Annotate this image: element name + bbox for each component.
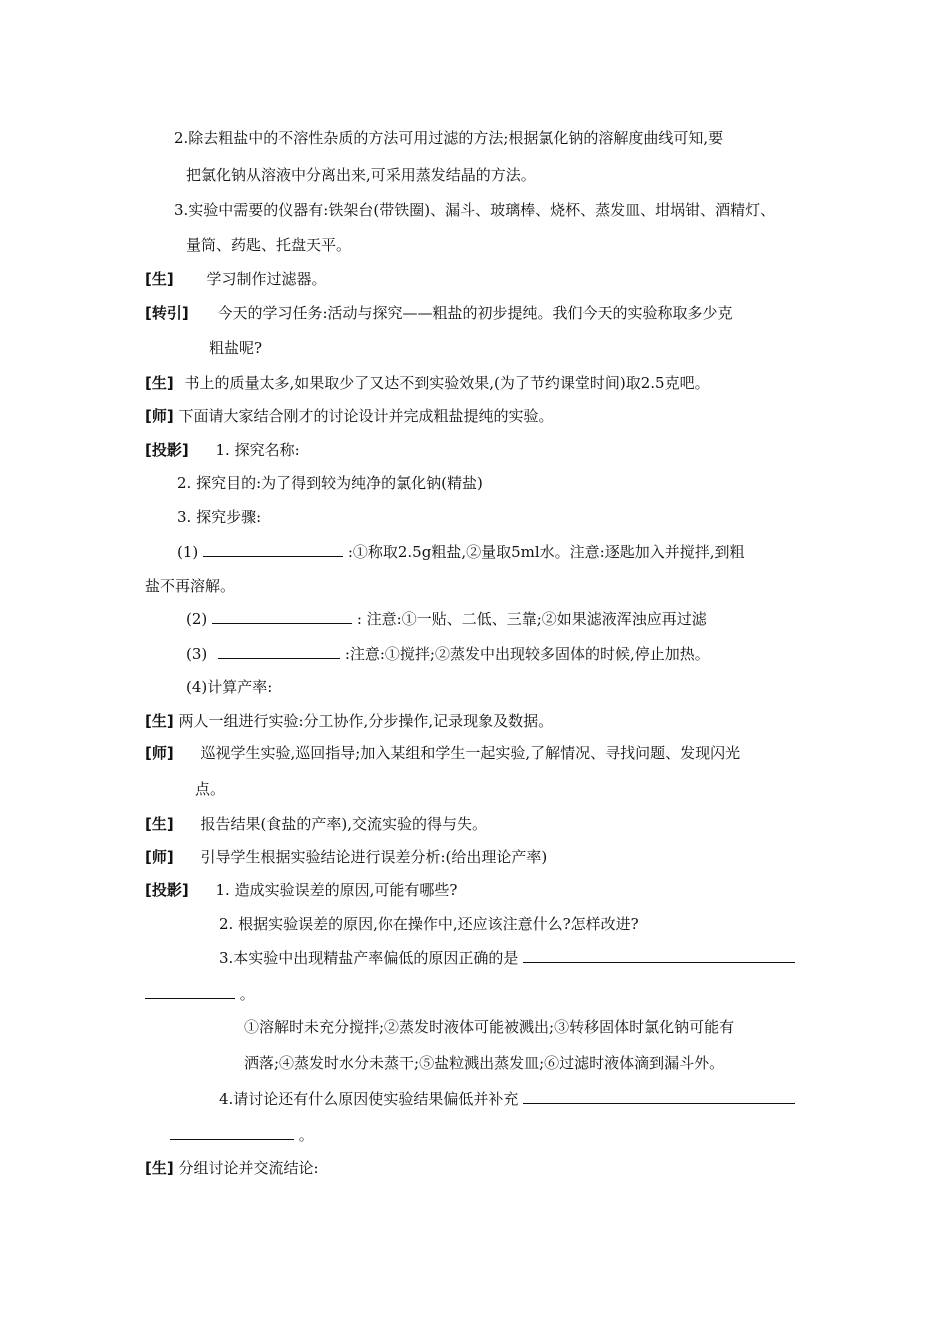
speech-text: 今天的学习任务:活动与探究——粗盐的初步提纯。我们今天的实验称取多少克 <box>217 304 733 322</box>
text-line: 点。 <box>195 780 226 798</box>
text-line: 2.除去粗盐中的不溶性杂质的方法可用过滤的方法;根据氯化钠的溶解度曲线可知,要 <box>174 129 724 147</box>
step-text: :注意:①搅拌;②蒸发中出现较多固体的时候,停止加热。 <box>344 645 710 663</box>
speech-text: 巡视学生实验,巡回指导;加入某组和学生一起实验,了解情况、寻找问题、发现闪光 <box>200 744 741 762</box>
speaker-tag: [生] <box>145 374 174 392</box>
dialogue-student <box>145 711 553 731</box>
speech-text: 两人一组进行实验:分工协作,分步操作,记录现象及数据。 <box>178 712 554 730</box>
dialogue-transition <box>145 303 733 323</box>
text-line: 盐不再溶解。 <box>145 577 236 595</box>
text-line: (4)计算产率: <box>186 678 273 696</box>
speech-text: 分组讨论并交流结论: <box>178 1159 319 1177</box>
speaker-tag: [师] <box>145 848 174 866</box>
text-line: 3.实验中需要的仪器有:铁架台(带铁圈)、漏斗、玻璃棒、烧杯、蒸发皿、坩埚钳、酒精灯、 <box>174 201 776 219</box>
answer-blank[interactable] <box>218 644 340 659</box>
answer-blank[interactable] <box>203 542 343 557</box>
step-line <box>186 644 710 664</box>
speech-text: 书上的质量太多,如果取少了又达不到实验效果,(为了节约课堂时间)取2.5克吧。 <box>184 374 710 392</box>
speech-text: 1. 造成实验误差的原因,可能有哪些? <box>215 881 458 899</box>
question-line-end <box>170 1125 314 1145</box>
text-line: 把氯化钠从溶液中分离出来,可采用蒸发结晶的方法。 <box>186 166 536 184</box>
step-number: (3) <box>186 645 208 663</box>
speaker-tag: [生] <box>145 1159 174 1177</box>
speaker-tag: [生] <box>145 712 174 730</box>
step-number: (1) <box>177 543 199 561</box>
answer-blank[interactable] <box>170 1125 294 1140</box>
answer-blank[interactable] <box>523 1089 795 1104</box>
dialogue-projection <box>145 440 300 460</box>
dialogue-teacher <box>145 406 554 426</box>
step-line <box>177 542 744 562</box>
dialogue-student <box>145 1158 319 1178</box>
speaker-tag: [生] <box>145 270 174 288</box>
text-line: 3. 探究步骤: <box>177 508 262 526</box>
speech-text: 学习制作过滤器。 <box>206 270 327 288</box>
answer-blank[interactable] <box>212 609 352 624</box>
step-text: : 注意:①一贴、二低、三靠;②如果滤液浑浊应再过滤 <box>356 610 707 628</box>
speaker-tag: [投影] <box>145 881 189 899</box>
question-text: 4.请讨论还有什么原因使实验结果偏低并补充 <box>219 1090 519 1108</box>
text-line: 量筒、药匙、托盘天平。 <box>186 236 352 254</box>
step-text: :①称取2.5g粗盐,②量取5ml水。注意:逐匙加入并搅拌,到粗 <box>347 543 745 561</box>
dialogue-student <box>145 269 327 289</box>
speech-text: 引导学生根据实验结论进行误差分析:(给出理论产率) <box>200 848 548 866</box>
speaker-tag: [转引] <box>145 304 189 322</box>
option-line: ①溶解时未充分搅拌;②蒸发时液体可能被溅出;③转移固体时氯化钠可能有 <box>244 1018 735 1036</box>
speaker-tag: [师] <box>145 407 174 425</box>
option-line: 洒落;④蒸发时水分未蒸干;⑤盐粒溅出蒸发皿;⑥过滤时液体滴到漏斗外。 <box>244 1054 725 1072</box>
speaker-tag: [师] <box>145 744 174 762</box>
question-text: 3.本实验中出现精盐产率偏低的原因正确的是 <box>219 949 519 967</box>
text-line: 2. 探究目的:为了得到较为纯净的氯化钠(精盐) <box>177 474 483 492</box>
period: 。 <box>239 985 255 1003</box>
step-number: (2) <box>186 610 208 628</box>
question-line <box>219 1089 795 1109</box>
dialogue-teacher <box>145 743 740 763</box>
speaker-tag: [投影] <box>145 441 189 459</box>
period: 。 <box>298 1126 314 1144</box>
question-line-end <box>145 984 255 1004</box>
dialogue-teacher <box>145 847 547 867</box>
speech-text: 报告结果(食盐的产率),交流实验的得与失。 <box>200 815 487 833</box>
dialogue-projection <box>145 880 457 900</box>
dialogue-student <box>145 373 710 393</box>
answer-blank[interactable] <box>145 984 235 999</box>
question-line <box>219 948 795 968</box>
step-line <box>186 609 707 629</box>
speaker-tag: [生] <box>145 815 174 833</box>
answer-blank[interactable] <box>523 948 795 963</box>
dialogue-student <box>145 814 487 834</box>
text-line: 2. 根据实验误差的原因,你在操作中,还应该注意什么?怎样改进? <box>219 915 639 933</box>
speech-text: 下面请大家结合刚才的讨论设计并完成粗盐提纯的实验。 <box>178 407 554 425</box>
speech-text: 1. 探究名称: <box>215 441 300 459</box>
text-line: 粗盐呢? <box>209 339 263 357</box>
